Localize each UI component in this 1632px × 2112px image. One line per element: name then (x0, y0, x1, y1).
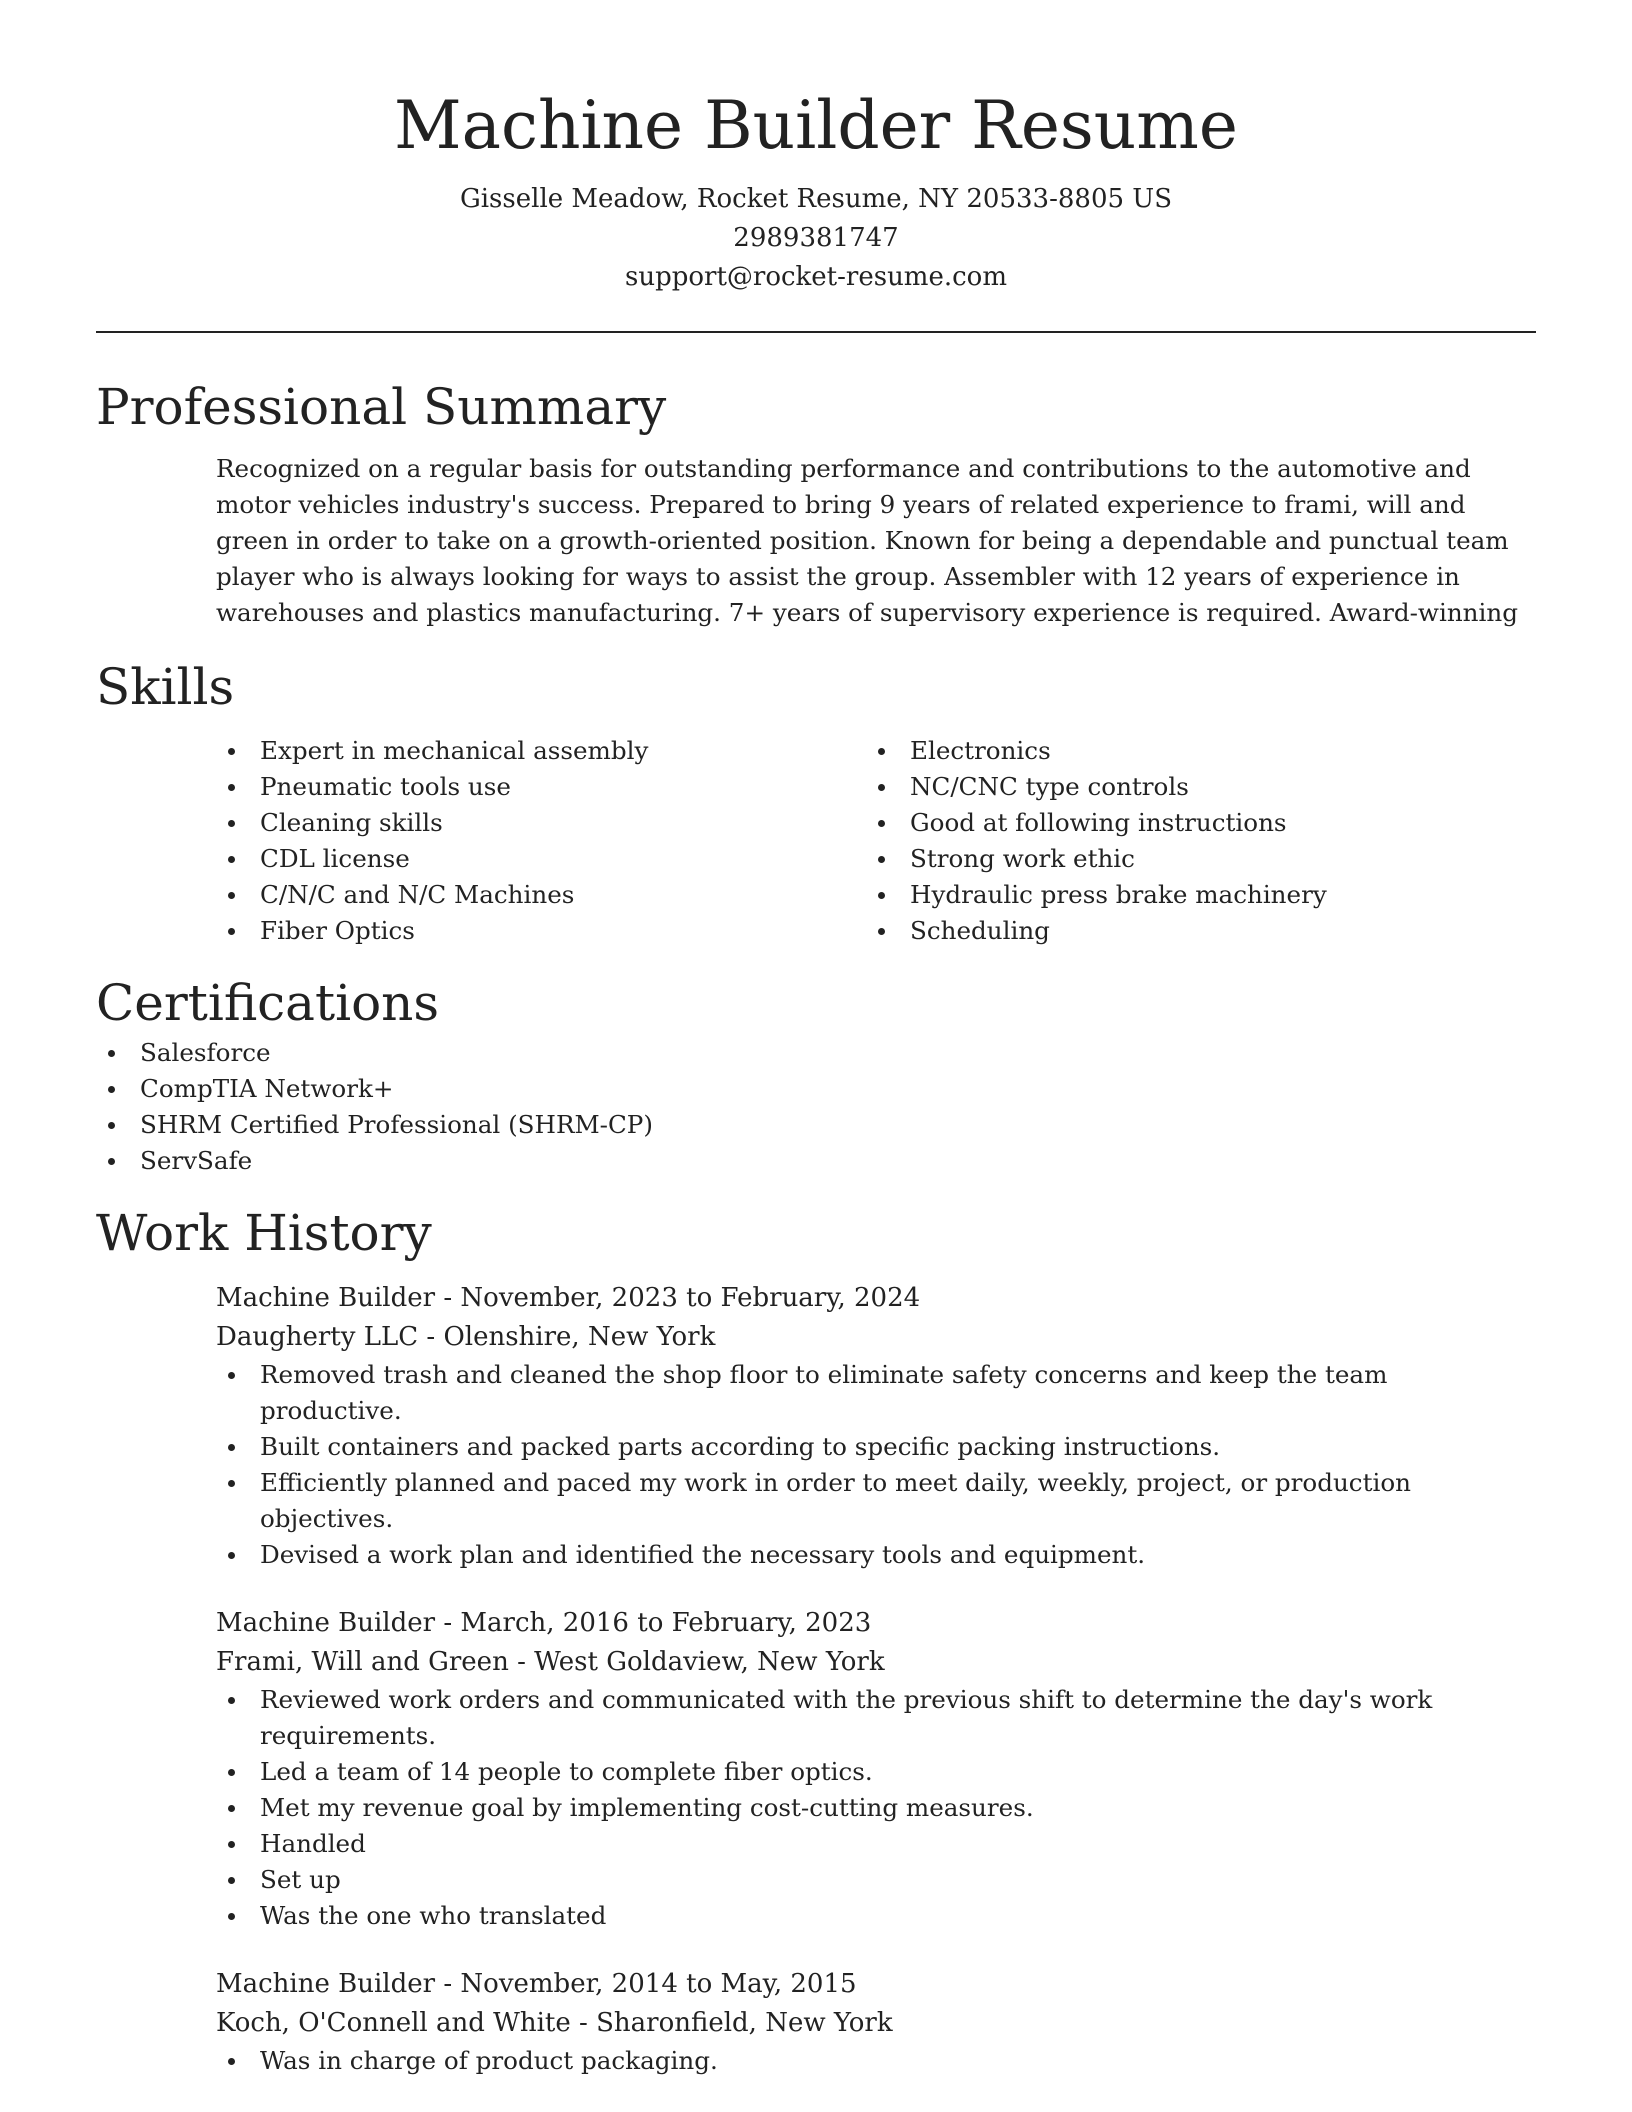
job-title-line: Machine Builder - November, 2014 to May, 2015 (216, 1969, 857, 1999)
job-company: Koch, O'Connell and White (216, 2008, 571, 2038)
skill-item: Good at following instructions (866, 805, 1516, 841)
skill-item: NC/CNC type controls (866, 769, 1516, 805)
job-location: Olenshire, New York (443, 1322, 716, 1352)
skill-item: Expert in mechanical assembly (216, 733, 866, 769)
summary-text: Recognized on a regular basis for outstanding performance and contributions to the automotive and motor vehicles industry's success. Prepared to bring 9 years of related experience to frami, will and green in order to take on a growth-oriented position. Known for being a dependable and punctual team player who is always looking for ways to assist the group. Assembler with 12 years of experience in warehouses and plastics manufacturing. 7+ years of supervisory experience is required. Award-winning (216, 454, 1518, 627)
job-duty: Handled (216, 1826, 1536, 1862)
skill-item: CDL license (216, 841, 866, 877)
job-duty: Removed trash and cleaned the shop floor to eliminate safety concerns and keep the team productive. (216, 1357, 1536, 1429)
job-title: Machine Builder (216, 1283, 436, 1313)
skill-item: Pneumatic tools use (216, 769, 866, 805)
job-duties-list (216, 1682, 1536, 1934)
job-company-line: Frami, Will and Green - West Goldaview, New York (216, 1647, 885, 1677)
contact-phone: 2989381747 (733, 223, 899, 253)
job-duty: Was the one who translated (216, 1898, 1536, 1934)
job-entry (216, 1965, 1536, 2079)
contact-address: Gisselle Meadow, Rocket Resume, NY 20533-8805 US (459, 184, 1173, 214)
resume-page (96, 0, 1536, 2079)
job-duty: Reviewed work orders and communicated with the previous shift to determine the day's work requirements. (216, 1682, 1536, 1754)
skill-item: Scheduling (866, 913, 1516, 949)
certifications-list (96, 1035, 1536, 1179)
skills-list-left (216, 733, 866, 949)
job-duty: Efficiently planned and paced my work in order to meet daily, weekly, project, or production objectives. (216, 1465, 1536, 1537)
skill-item: Strong work ethic (866, 841, 1516, 877)
job-company: Daugherty LLC (216, 1322, 419, 1352)
certification-item: ServSafe (96, 1143, 1536, 1179)
skill-item: C/N/C and N/C Machines (216, 877, 866, 913)
work-history-heading: Work History (96, 1204, 432, 1262)
skill-item: Cleaning skills (216, 805, 866, 841)
job-title: Machine Builder (216, 1969, 436, 1999)
job-title-line: Machine Builder - March, 2016 to February, 2023 (216, 1608, 872, 1638)
job-duty: Met my revenue goal by implementing cost-cutting measures. (216, 1790, 1536, 1826)
job-duty: Devised a work plan and identified the necessary tools and equipment. (216, 1537, 1536, 1573)
contact-email: support@rocket-resume.com (624, 262, 1007, 292)
job-company-line: Daugherty LLC - Olenshire, New York (216, 1322, 716, 1352)
job-title: Machine Builder (216, 1608, 436, 1638)
skill-item: Hydraulic press brake machinery (866, 877, 1516, 913)
skill-item: Electronics (866, 733, 1516, 769)
job-company-line: Koch, O'Connell and White - Sharonfield, New York (216, 2008, 893, 2038)
job-entry (216, 1279, 1536, 1573)
job-duties-list (216, 1357, 1536, 1573)
certification-item: CompTIA Network+ (96, 1071, 1536, 1107)
job-dates: March, 2016 to February, 2023 (460, 1608, 872, 1638)
contact-block (96, 180, 1536, 297)
job-title-line: Machine Builder - November, 2023 to February, 2024 (216, 1283, 921, 1313)
skill-item: Fiber Optics (216, 913, 866, 949)
certification-item: SHRM Certified Professional (SHRM-CP) (96, 1107, 1536, 1143)
job-entry (216, 1604, 1536, 1934)
skills-list-right (866, 733, 1516, 949)
skills-heading: Skills (96, 658, 235, 716)
job-location: Sharonfield, New York (596, 2008, 893, 2038)
resume-title: Machine Builder Resume (394, 87, 1238, 164)
summary-heading: Professional Summary (96, 378, 667, 436)
certifications-heading: Certifications (96, 974, 440, 1032)
skills-grid (216, 733, 1536, 949)
job-dates: November, 2023 to February, 2024 (460, 1283, 921, 1313)
job-duty: Was in charge of product packaging. (216, 2043, 1536, 2079)
certification-item: Salesforce (96, 1035, 1536, 1071)
job-duty: Led a team of 14 people to complete fiber optics. (216, 1754, 1536, 1790)
job-company: Frami, Will and Green (216, 1647, 509, 1677)
job-dates: November, 2014 to May, 2015 (460, 1969, 857, 1999)
job-duties-list (216, 2043, 1536, 2079)
job-duty: Built containers and packed parts according to specific packing instructions. (216, 1429, 1536, 1465)
header-divider (96, 331, 1536, 333)
job-duty: Set up (216, 1862, 1536, 1898)
job-location: West Goldaview, New York (534, 1647, 885, 1677)
